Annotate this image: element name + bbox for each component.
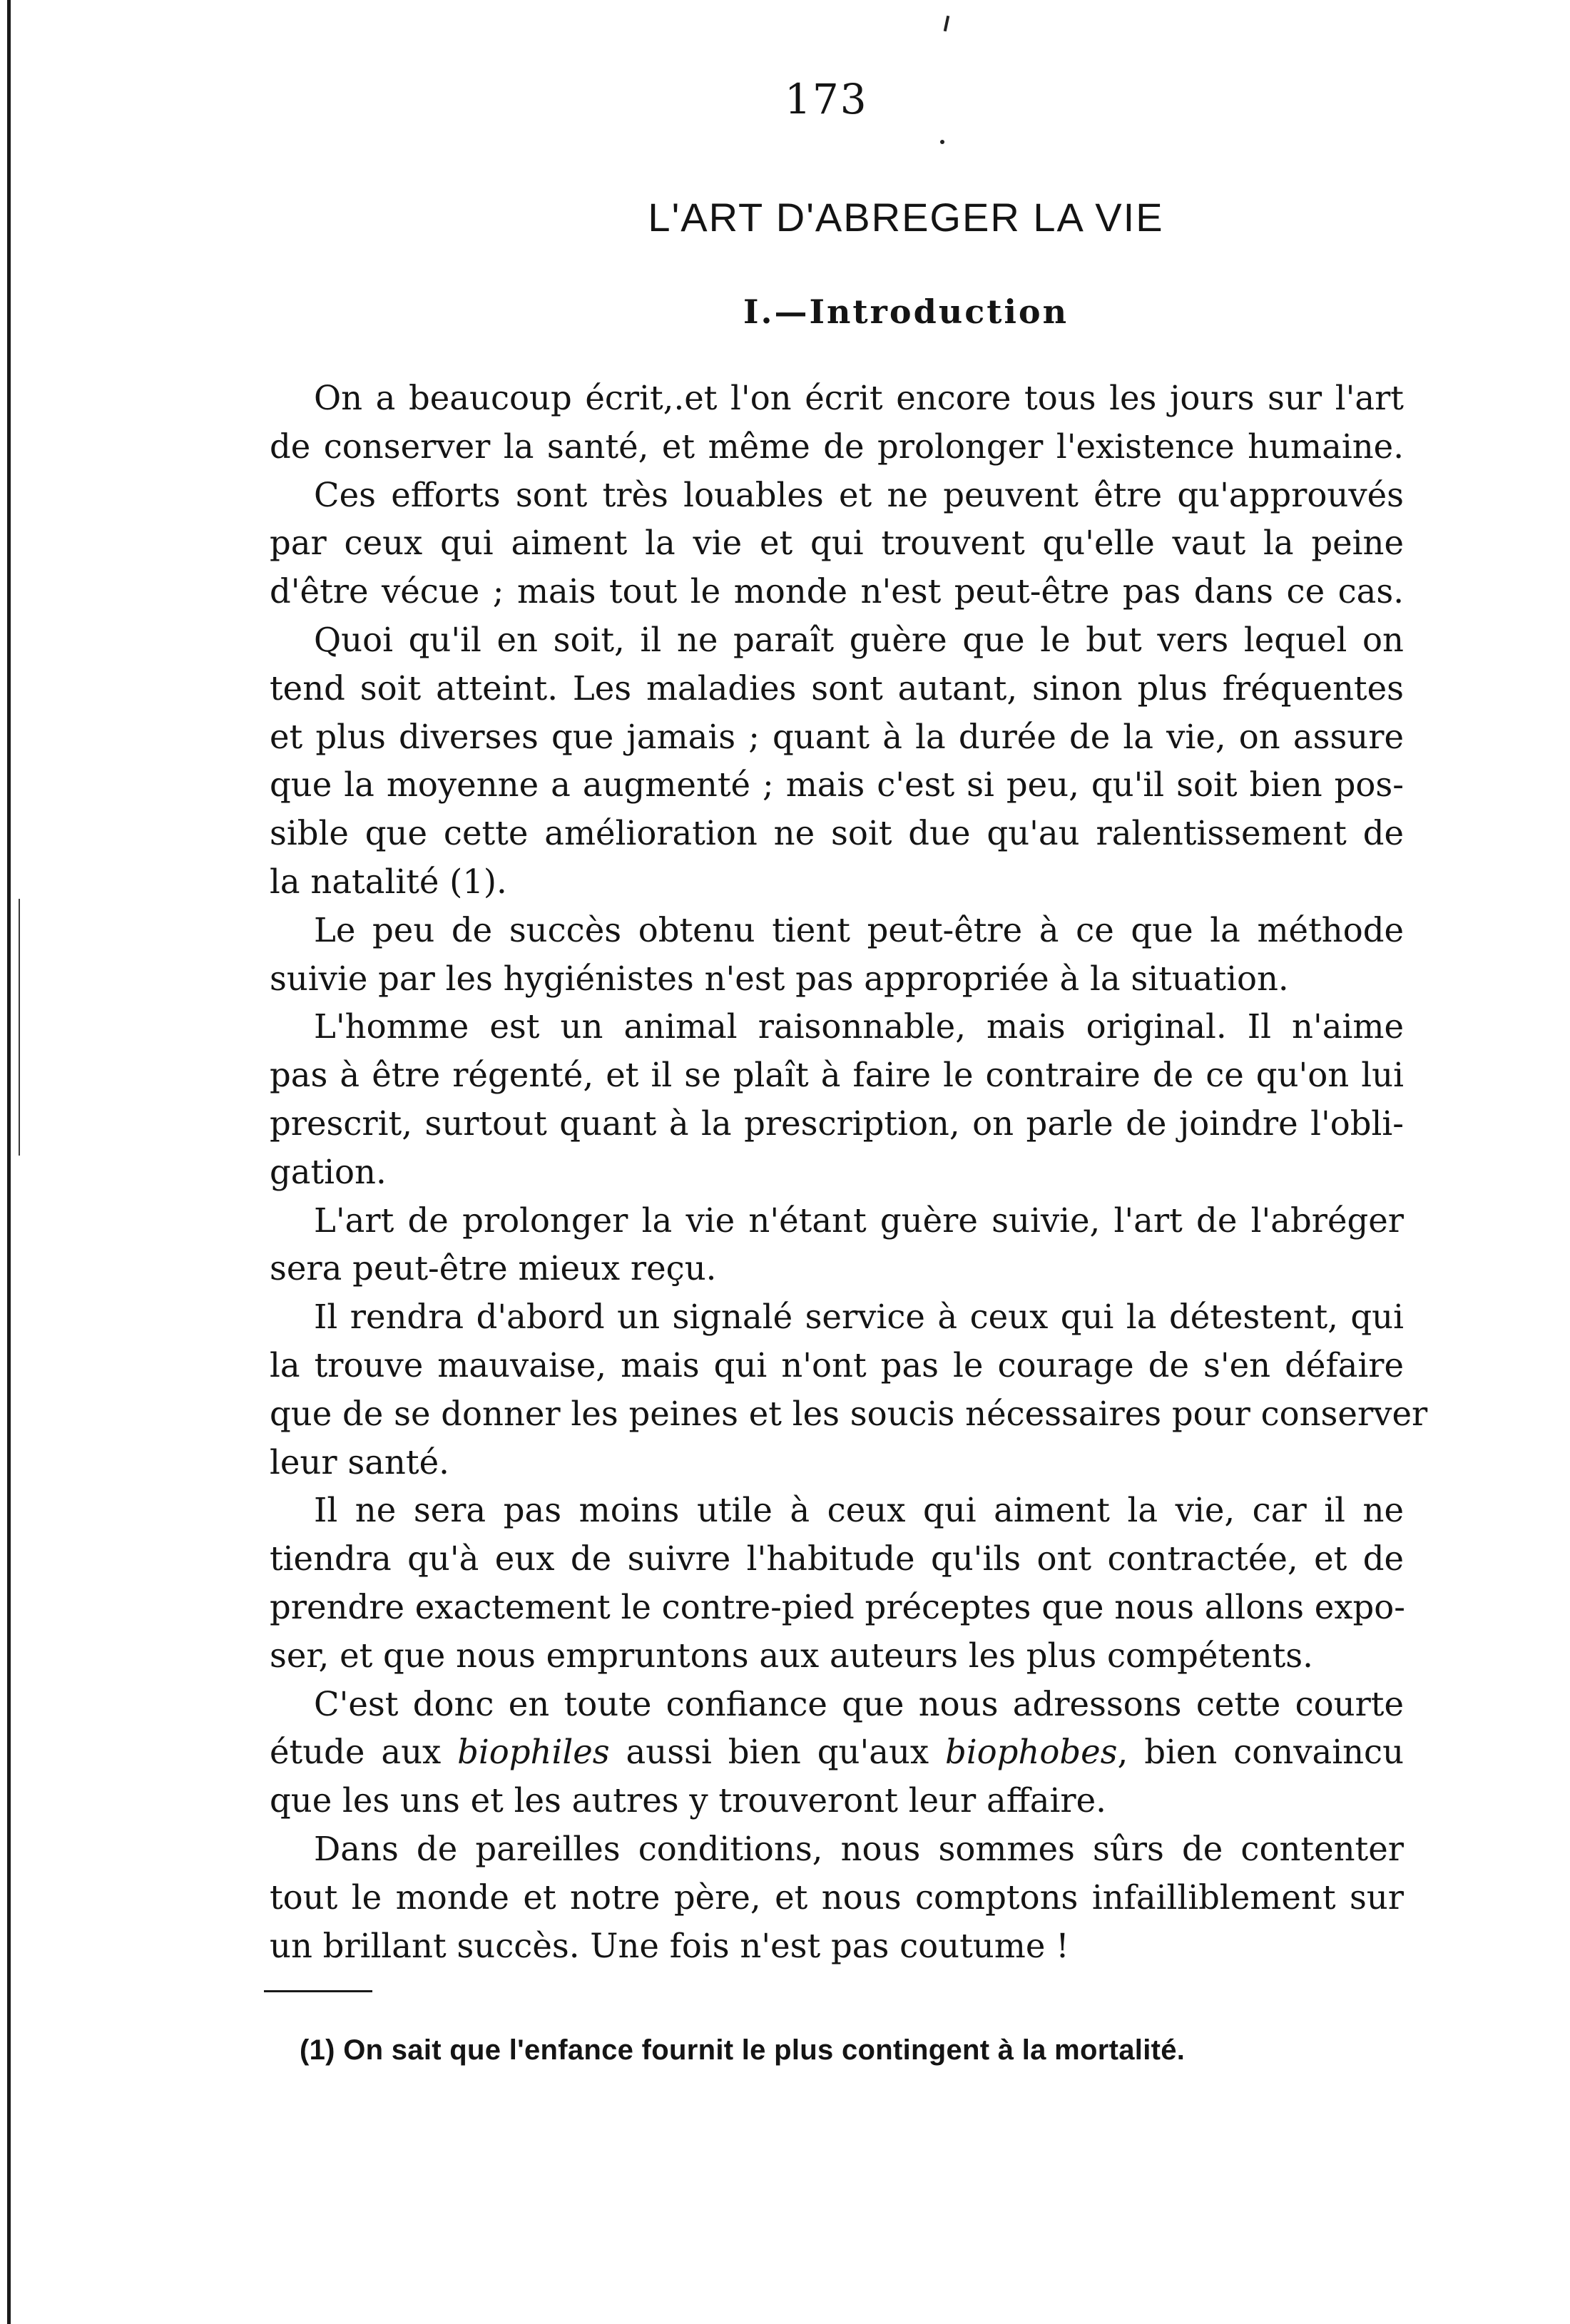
- text-line: d'être vécue ; mais tout le monde n'est peut-être pas dans ce cas.: [270, 572, 1404, 611]
- text-line: de conserver la santé, et même de prolonger l'existence humaine.: [270, 427, 1404, 466]
- text-line: que la moyenne a augmenté ; mais c'est si peu, qu'il soit bien pos-: [270, 765, 1404, 805]
- text-line: sera peut-être mieux reçu.: [270, 1249, 717, 1288]
- body-text: [270, 374, 1428, 1970]
- scan-edge-mark: [19, 899, 20, 1156]
- text-line: leur santé.: [270, 1442, 449, 1482]
- italic-term: biophobes: [945, 1733, 1118, 1772]
- text-line: Quoi qu'il en soit, il ne paraît guère que le but vers lequel on: [314, 620, 1404, 659]
- text-line: par ceux qui aiment la vie et qui trouvent qu'elle vaut la peine: [270, 524, 1404, 563]
- text-run: étude aux: [270, 1733, 442, 1772]
- text-line: la natalité (1).: [270, 862, 507, 901]
- text-line: Il ne sera pas moins utile à ceux qui aiment la vie, car il ne: [314, 1491, 1404, 1530]
- text-line: Ces efforts sont très louables et ne peuvent être qu'approuvés: [314, 475, 1404, 514]
- text-line: On a beaucoup écrit,.et l'on écrit encore tous les jours sur l'art: [314, 379, 1404, 417]
- text-line: un brillant succès. Une fois n'est pas coutume !: [270, 1926, 1069, 1965]
- section-title: I.—Introduction: [743, 292, 1069, 331]
- italic-term: biophiles: [457, 1733, 610, 1772]
- scan-edge: [7, 0, 11, 2324]
- text-line: gation.: [270, 1152, 387, 1191]
- text-line: suivie par les hygiénistes n'est pas appropriée à la situation.: [270, 959, 1289, 998]
- ink-mark: [944, 16, 949, 31]
- text-run: , bien convaincu: [1117, 1733, 1405, 1772]
- text-line: Le peu de succès obtenu tient peut-être à ce que la méthode: [314, 910, 1404, 949]
- chapter-title: L'ART D'ABREGER LA VIE: [648, 195, 1164, 240]
- footnote: (1) On sait que l'enfance fournit le plus contingent à la mortalité.: [300, 2034, 1186, 2066]
- text-line: que les uns et les autres y trouveront leur affaire.: [270, 1781, 1106, 1820]
- text-line: la trouve mauvaise, mais qui n'ont pas le courage de s'en défaire: [270, 1345, 1404, 1385]
- ink-dot: [940, 140, 944, 144]
- text-line: ser, et que nous empruntons aux auteurs les plus compétents.: [270, 1636, 1313, 1675]
- text-line: tout le monde et notre père, et nous comptons infailliblement sur: [270, 1877, 1404, 1917]
- text-line: tiendra qu'à eux de suivre l'habitude qu'ils ont contractée, et de: [270, 1539, 1404, 1579]
- text-run: aussi bien qu'aux: [626, 1733, 929, 1772]
- text-line: et plus diverses que jamais ; quant à la durée de la vie, on assure: [270, 717, 1404, 756]
- text-line: prescrit, surtout quant à la prescription, on parle de joindre l'obli-: [270, 1104, 1404, 1143]
- text-line: prendre exactement le contre-pied préceptes que nous allons expo-: [270, 1587, 1406, 1626]
- text-line: Il rendra d'abord un signalé service à ceux qui la détestent, qui: [314, 1298, 1404, 1337]
- text-line: sible que cette amélioration ne soit due qu'au ralentissement de: [270, 814, 1404, 853]
- text-line-mixed: [270, 1728, 1404, 1777]
- text-line: L'art de prolonger la vie n'étant guère suivie, l'art de l'abréger: [314, 1201, 1404, 1240]
- footnote-divider: [264, 1990, 372, 1992]
- text-line: Dans de pareilles conditions, nous sommes sûrs de contenter: [314, 1829, 1404, 1868]
- text-line: C'est donc en toute confiance que nous adressons cette courte: [314, 1684, 1404, 1723]
- text-line: tend soit atteint. Les maladies sont autant, sinon plus fréquentes: [270, 668, 1404, 708]
- text-line: L'homme est un animal raisonnable, mais original. Il n'aime: [314, 1007, 1404, 1046]
- page-number: 173: [785, 75, 868, 123]
- text-line: que de se donner les peines et les soucis nécessaires pour conserver: [270, 1394, 1428, 1433]
- text-line: pas à être régenté, et il se plaît à faire le contraire de ce qu'on lui: [270, 1056, 1404, 1095]
